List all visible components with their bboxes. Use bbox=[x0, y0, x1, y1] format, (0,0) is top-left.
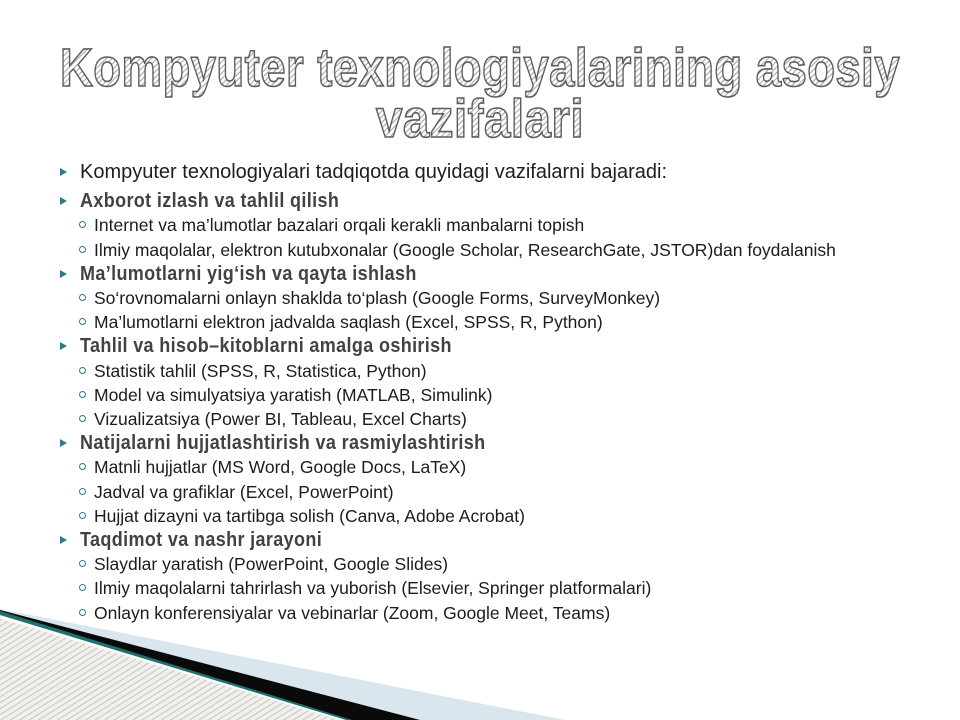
section-heading: Ma’lumotlarni yig‘ish va qayta ishlash bbox=[80, 262, 417, 285]
circle-bullet-icon bbox=[79, 584, 86, 591]
section-heading: Natijalarni hujjatlashtirish va rasmiylashtirish bbox=[80, 432, 486, 455]
circle-bullet-icon bbox=[79, 367, 86, 374]
list-subitem bbox=[79, 310, 940, 334]
list-item bbox=[60, 528, 940, 552]
circle-bullet-icon bbox=[79, 246, 86, 253]
triangle-bullet-icon bbox=[60, 342, 67, 350]
subitem-text: Internet va ma’lumotlar bazalari orqali kerakli manbalarni topish bbox=[94, 215, 585, 236]
list-subitem bbox=[79, 213, 940, 237]
footer-decoration bbox=[0, 602, 620, 720]
circle-bullet-icon bbox=[79, 221, 86, 228]
list-item bbox=[60, 334, 940, 358]
circle-bullet-icon bbox=[79, 415, 86, 422]
circle-bullet-icon bbox=[79, 463, 86, 470]
list-item bbox=[60, 189, 940, 213]
list-item bbox=[60, 262, 940, 286]
circle-bullet-icon bbox=[79, 560, 86, 567]
circle-bullet-icon bbox=[79, 512, 86, 519]
subitem-text: Ilmiy maqolalar, elektron kutubxonalar (Google Scholar, ResearchGate, JSTOR)dan foydalanish bbox=[94, 239, 836, 260]
list-item bbox=[60, 431, 940, 455]
subitem-text: Statistik tahlil (SPSS, R, Statistica, Python) bbox=[94, 360, 427, 381]
slide-body bbox=[60, 160, 940, 625]
section-heading: Axborot izlash va tahlil qilish bbox=[80, 190, 340, 213]
subitem-text: Slaydlar yaratish (PowerPoint, Google Slides) bbox=[94, 554, 449, 575]
list-subitem bbox=[79, 504, 940, 528]
triangle-bullet-icon bbox=[60, 536, 67, 544]
subitem-text: Ma’lumotlarni elektron jadvalda saqlash (Excel, SPSS, R, Python) bbox=[94, 312, 603, 333]
list-subitem bbox=[79, 383, 940, 407]
list-subitem bbox=[79, 407, 940, 431]
subitem-text: Onlayn konferensiyalar va vebinarlar (Zoom, Google Meet, Teams) bbox=[94, 602, 611, 623]
slide-title bbox=[0, 0, 960, 160]
section-heading: Tahlil va hisob–kitoblarni amalga oshirish bbox=[80, 335, 452, 358]
triangle-bullet-icon bbox=[60, 197, 67, 205]
subitem-text: Ilmiy maqolalarni tahrirlash va yuborish (Elsevier, Springer platformalari) bbox=[94, 578, 652, 599]
triangle-bullet-icon bbox=[60, 439, 67, 447]
triangle-bullet-icon bbox=[60, 168, 67, 176]
list-subitem bbox=[79, 576, 940, 600]
subitem-text: Hujjat dizayni va tartibga solish (Canva, Adobe Acrobat) bbox=[94, 505, 525, 526]
circle-bullet-icon bbox=[79, 488, 86, 495]
list-item bbox=[60, 160, 940, 184]
subitem-text: Jadval va grafiklar (Excel, PowerPoint) bbox=[94, 481, 394, 502]
section-heading: Taqdimot va nashr jarayoni bbox=[80, 529, 323, 552]
triangle-bullet-icon bbox=[60, 270, 67, 278]
subitem-text: Vizualizatsiya (Power BI, Tableau, Excel Charts) bbox=[94, 409, 467, 430]
title-line-2: vazifalari bbox=[376, 89, 584, 149]
list-subitem bbox=[79, 552, 940, 576]
list-subitem bbox=[79, 238, 940, 262]
intro-text: Kompyuter texnologiyalari tadqiqotda quyidagi vazifalarni bajaradi: bbox=[80, 161, 668, 183]
list-subitem bbox=[79, 455, 940, 479]
list-subitem bbox=[79, 286, 940, 310]
circle-bullet-icon bbox=[79, 391, 86, 398]
circle-bullet-icon bbox=[79, 318, 86, 325]
list-subitem bbox=[79, 480, 940, 504]
subitem-text: So‘rovnomalarni onlayn shaklda to‘plash (Google Forms, SurveyMonkey) bbox=[94, 288, 661, 309]
list-subitem bbox=[79, 359, 940, 383]
circle-bullet-icon bbox=[79, 294, 86, 301]
subitem-text: Model va simulyatsiya yaratish (MATLAB, Simulink) bbox=[94, 384, 493, 405]
title-line-1: Kompyuter texnologiyalarining asosiy bbox=[60, 38, 900, 98]
subitem-text: Matnli hujjatlar (MS Word, Google Docs, LaTeX) bbox=[94, 457, 467, 478]
